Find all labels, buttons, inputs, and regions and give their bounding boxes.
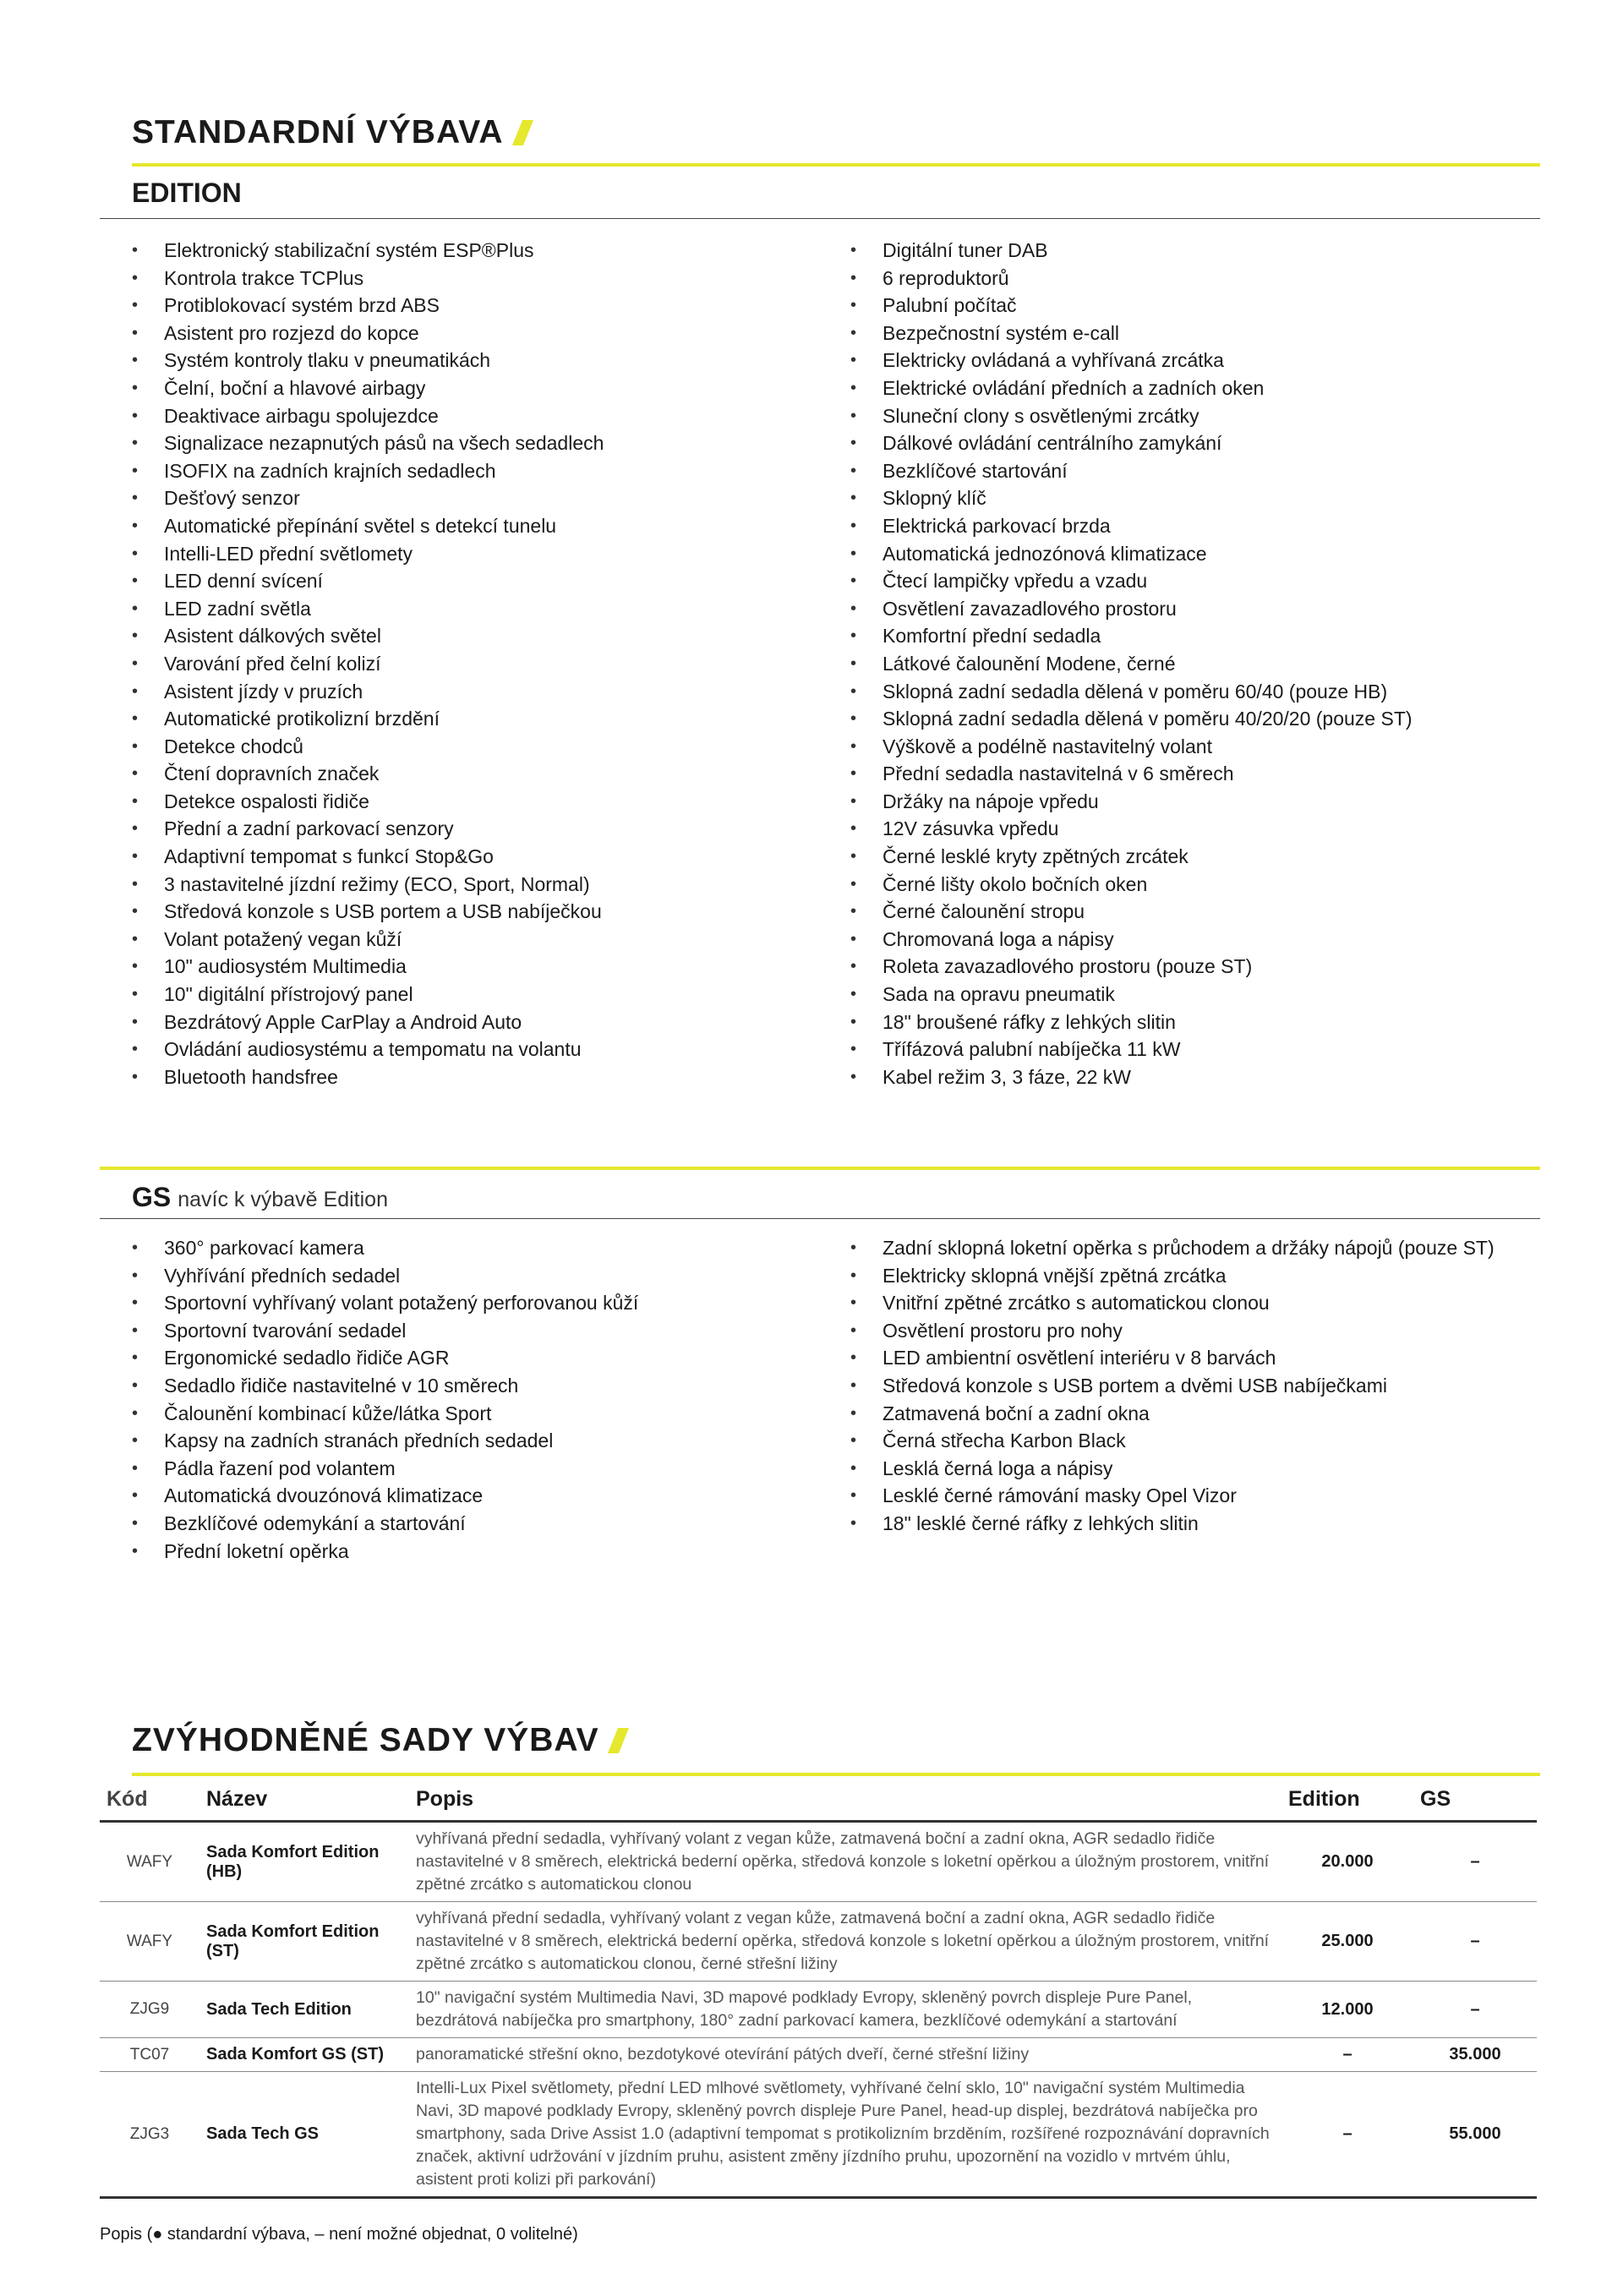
list-item: • Černá střecha Karbon Black	[850, 1427, 1495, 1455]
list-item: • 6 reproduktorů	[850, 265, 1413, 292]
header-nazev: Název	[199, 1778, 409, 1822]
cell-nazev: Sada Komfort Edition (ST)	[199, 1902, 409, 1982]
list-item: • Automatická dvouzónová klimatizace	[132, 1482, 638, 1510]
standard-yellow-rule	[132, 163, 1540, 167]
list-item: • Čtení dopravních značek	[132, 760, 604, 788]
cell-popis: panoramatické střešní okno, bezdotykové otevírání pátých dveří, černé střešní ližiny	[409, 2038, 1281, 2072]
cell-popis: Intelli-Lux Pixel světlomety, přední LED mlhové světlomety, vyhřívané čelní sklo, 10" navigační systém Multimedia Navi, 3D mapové podklady Evropy, skleněný povrch displeje Pure Panel, head-up displej, bezdrátová nabíječka pro smartphony, sada Drive Assist 1.0 (adaptivní tempomat s protikolizním brzděním, rozšířené rozpoznávání dopravních značek, aktivní udržování v jízdním pruhu, asistent změny jízdního pruhu, upozornění na vozidlo v mrtvém úhlu, asistent proti kolizi při parkování)	[409, 2072, 1281, 2198]
list-item: • LED zadní světla	[132, 595, 604, 623]
list-item: • Sportovní tvarování sedadel	[132, 1317, 638, 1345]
accent-slash-icon	[608, 1728, 629, 1753]
gs-subheading: navíc k výbavě Edition	[178, 1188, 388, 1211]
list-item: • Zatmavená boční a zadní okna	[850, 1400, 1495, 1428]
list-item: • Lesklé černé rámování masky Opel Vizor	[850, 1482, 1495, 1510]
list-item: • Čtecí lampičky vpředu a vzadu	[850, 567, 1413, 595]
cell-kod: ZJG9	[100, 1982, 199, 2038]
list-item: • Výškově a podélně nastavitelný volant	[850, 733, 1413, 761]
list-item: • Bluetooth handsfree	[132, 1063, 604, 1091]
list-item: • Přední a zadní parkovací senzory	[132, 815, 604, 843]
list-item: • Středová konzole s USB portem a USB nabíječkou	[132, 898, 604, 926]
standard-right-list	[850, 237, 1413, 1091]
list-item: • Elektricky ovládaná a vyhřívaná zrcátka	[850, 347, 1413, 374]
list-item: • LED denní svícení	[132, 567, 604, 595]
cell-edition: –	[1281, 2072, 1413, 2198]
cell-gs: –	[1413, 1822, 1537, 1902]
list-item: • 3 nastavitelné jízdní režimy (ECO, Sport, Normal)	[132, 871, 604, 899]
table-row	[100, 1902, 1537, 1982]
cell-gs: –	[1413, 1902, 1537, 1982]
cell-kod: WAFY	[100, 1822, 199, 1902]
header-gs: GS	[1413, 1778, 1537, 1822]
standard-left-list	[132, 237, 604, 1091]
list-item: • 18" lesklé černé ráfky z lehkých slitin	[850, 1510, 1495, 1538]
list-item: • Středová konzole s USB portem a dvěmi USB nabíječkami	[850, 1372, 1495, 1400]
list-item: • Bezdrátový Apple CarPlay a Android Auto	[132, 1009, 604, 1036]
list-item: • Třífázová palubní nabíječka 11 kW	[850, 1036, 1413, 1063]
list-item: • Elektrická parkovací brzda	[850, 512, 1413, 540]
list-item: • Bezklíčové odemykání a startování	[132, 1510, 638, 1538]
list-item: • Bezpečnostní systém e-call	[850, 320, 1413, 347]
table-row	[100, 2072, 1537, 2198]
list-item: • ISOFIX na zadních krajních sedadlech	[132, 457, 604, 485]
list-item: • Čelní, boční a hlavové airbagy	[132, 374, 604, 402]
list-item: • 10" audiosystém Multimedia	[132, 953, 604, 981]
cell-edition: 20.000	[1281, 1822, 1413, 1902]
list-item: • Osvětlení zavazadlového prostoru	[850, 595, 1413, 623]
list-item: • Automatická jednozónová klimatizace	[850, 540, 1413, 568]
cell-kod: TC07	[100, 2038, 199, 2072]
list-item: • Držáky na nápoje vpředu	[850, 788, 1413, 816]
list-item: • Detekce ospalosti řidiče	[132, 788, 604, 816]
cell-nazev: Sada Tech GS	[199, 2072, 409, 2198]
gs-right-list	[850, 1234, 1495, 1538]
table-row	[100, 1822, 1537, 1902]
list-item: • Ergonomické sedadlo řidiče AGR	[132, 1344, 638, 1372]
list-item: • Varování před čelní kolizí	[132, 650, 604, 678]
legend: Popis (● standardní výbava, – není možné objednat, 0 volitelné)	[100, 2225, 578, 2244]
packages-body	[100, 1822, 1537, 2198]
edition-heading: EDITION	[132, 178, 242, 208]
list-item: • Dešťový senzor	[132, 484, 604, 512]
list-item: • Volant potažený vegan kůží	[132, 926, 604, 954]
header-popis: Popis	[409, 1778, 1281, 1822]
list-item: • Sportovní vyhřívaný volant potažený perforovanou kůží	[132, 1289, 638, 1317]
list-item: • Kapsy na zadních stranách předních sedadel	[132, 1427, 638, 1455]
header-edition: Edition	[1281, 1778, 1413, 1822]
cell-edition: 25.000	[1281, 1902, 1413, 1982]
list-item: • Elektronický stabilizační systém ESP®Plus	[132, 237, 604, 265]
cell-kod: WAFY	[100, 1902, 199, 1982]
cell-nazev: Sada Tech Edition	[199, 1982, 409, 2038]
packages-title-text: ZVÝHODNĚNÉ SADY VÝBAV	[132, 1722, 599, 1758]
list-item: • Černé čalounění stropu	[850, 898, 1413, 926]
list-item: • Sada na opravu pneumatik	[850, 981, 1413, 1009]
list-item: • Černé lesklé kryty zpětných zrcátek	[850, 843, 1413, 871]
list-item: • Vyhřívání předních sedadel	[132, 1262, 638, 1290]
cell-edition: 12.000	[1281, 1982, 1413, 2038]
list-item: • Asistent pro rozjezd do kopce	[132, 320, 604, 347]
gs-yellow-rule	[100, 1167, 1540, 1170]
list-item: • Digitální tuner DAB	[850, 237, 1413, 265]
standard-title	[132, 114, 528, 151]
cell-gs: 55.000	[1413, 2072, 1537, 2198]
list-item: • Sklopná zadní sedadla dělená v poměru 40/20/20 (pouze ST)	[850, 705, 1413, 733]
list-item: • Intelli-LED přední světlomety	[132, 540, 604, 568]
list-item: • Sklopný klíč	[850, 484, 1413, 512]
list-item: • Vnitřní zpětné zrcátko s automatickou clonou	[850, 1289, 1495, 1317]
list-item: • Elektrické ovládání předních a zadních oken	[850, 374, 1413, 402]
cell-popis: 10" navigační systém Multimedia Navi, 3D mapové podklady Evropy, skleněný povrch displeje Pure Panel, bezdrátová nabíječka pro smartphony, 180° zadní parkovací kamera, bezklíčové odemykání a startování	[409, 1982, 1281, 2038]
list-item: • Sedadlo řidiče nastavitelné v 10 směrech	[132, 1372, 638, 1400]
list-item: • Ovládání audiosystému a tempomatu na volantu	[132, 1036, 604, 1063]
list-item: • 18" broušené ráfky z lehkých slitin	[850, 1009, 1413, 1036]
standard-title-text: STANDARDNÍ VÝBAVA	[132, 114, 504, 150]
list-item: • Bezklíčové startování	[850, 457, 1413, 485]
packages-title	[132, 1722, 624, 1759]
list-item: • Sklopná zadní sedadla dělená v poměru 60/40 (pouze HB)	[850, 678, 1413, 706]
cell-edition: –	[1281, 2038, 1413, 2072]
list-item: • Kontrola trakce TCPlus	[132, 265, 604, 292]
list-item: • 360° parkovací kamera	[132, 1234, 638, 1262]
cell-gs: 35.000	[1413, 2038, 1537, 2072]
list-item: • Chromovaná loga a nápisy	[850, 926, 1413, 954]
cell-gs: –	[1413, 1982, 1537, 2038]
list-item: • Dálkové ovládání centrálního zamykání	[850, 429, 1413, 457]
list-item: • Adaptivní tempomat s funkcí Stop&Go	[132, 843, 604, 871]
cell-popis: vyhřívaná přední sedadla, vyhřívaný volant z vegan kůže, zatmavená boční a zadní okna, AGR sedadlo řidiče nastavitelné v 8 směrech, elektrická bederní opěrka, středová konzole s loketní opěrkou a úložným prostorem, vnitřní zpětné zrcátko s automatickou clonou, černé střešní ližiny	[409, 1902, 1281, 1982]
list-item: • LED ambientní osvětlení interiéru v 8 barvách	[850, 1344, 1495, 1372]
list-item: • Komfortní přední sedadla	[850, 622, 1413, 650]
list-item: • Palubní počítač	[850, 292, 1413, 320]
list-item: • Asistent dálkových světel	[132, 622, 604, 650]
list-item: • Systém kontroly tlaku v pneumatikách	[132, 347, 604, 374]
gs-heading-text: GS	[132, 1182, 172, 1212]
list-item: • Deaktivace airbagu spolujezdce	[132, 402, 604, 430]
packages-yellow-rule	[132, 1773, 1540, 1776]
list-item: • Látkové čalounění Modene, černé	[850, 650, 1413, 678]
table-row	[100, 2038, 1537, 2072]
packages-header-row	[100, 1778, 1537, 1822]
list-item: • Pádla řazení pod volantem	[132, 1455, 638, 1483]
list-item: • Automatické přepínání světel s detekcí tunelu	[132, 512, 604, 540]
packages-table	[100, 1778, 1537, 2199]
list-item: • Detekce chodců	[132, 733, 604, 761]
accent-slash-icon	[511, 120, 533, 145]
cell-nazev: Sada Komfort GS (ST)	[199, 2038, 409, 2072]
list-item: • Sluneční clony s osvětlenými zrcátky	[850, 402, 1413, 430]
list-item: • Automatické protikolizní brzdění	[132, 705, 604, 733]
list-item: • Přední sedadla nastavitelná v 6 směrech	[850, 760, 1413, 788]
table-row	[100, 1982, 1537, 2038]
list-item: • Zadní sklopná loketní opěrka s průchodem a držáky nápojů (pouze ST)	[850, 1234, 1495, 1262]
gs-left-list	[132, 1234, 638, 1565]
list-item: • Kabel režim 3, 3 fáze, 22 kW	[850, 1063, 1413, 1091]
header-kod: Kód	[100, 1778, 199, 1822]
edition-rule	[100, 218, 1540, 219]
list-item: • Osvětlení prostoru pro nohy	[850, 1317, 1495, 1345]
list-item: • Elektricky sklopná vnější zpětná zrcátka	[850, 1262, 1495, 1290]
cell-kod: ZJG3	[100, 2072, 199, 2198]
cell-nazev: Sada Komfort Edition (HB)	[199, 1822, 409, 1902]
list-item: • Černé lišty okolo bočních oken	[850, 871, 1413, 899]
gs-heading	[132, 1182, 388, 1213]
list-item: • Přední loketní opěrka	[132, 1538, 638, 1566]
cell-popis: vyhřívaná přední sedadla, vyhřívaný volant z vegan kůže, zatmavená boční a zadní okna, AGR sedadlo řidiče nastavitelné v 8 směrech, elektrická bederní opěrka, středová konzole s loketní opěrkou a úložným prostorem, vnitřní zpětné zrcátko s automatickou clonou	[409, 1822, 1281, 1902]
list-item: • 10" digitální přístrojový panel	[132, 981, 604, 1009]
gs-rule	[100, 1218, 1540, 1219]
list-item: • 12V zásuvka vpředu	[850, 815, 1413, 843]
list-item: • Čalounění kombinací kůže/látka Sport	[132, 1400, 638, 1428]
list-item: • Protiblokovací systém brzd ABS	[132, 292, 604, 320]
list-item: • Roleta zavazadlového prostoru (pouze ST)	[850, 953, 1413, 981]
list-item: • Lesklá černá loga a nápisy	[850, 1455, 1495, 1483]
list-item: • Asistent jízdy v pruzích	[132, 678, 604, 706]
list-item: • Signalizace nezapnutých pásů na všech sedadlech	[132, 429, 604, 457]
